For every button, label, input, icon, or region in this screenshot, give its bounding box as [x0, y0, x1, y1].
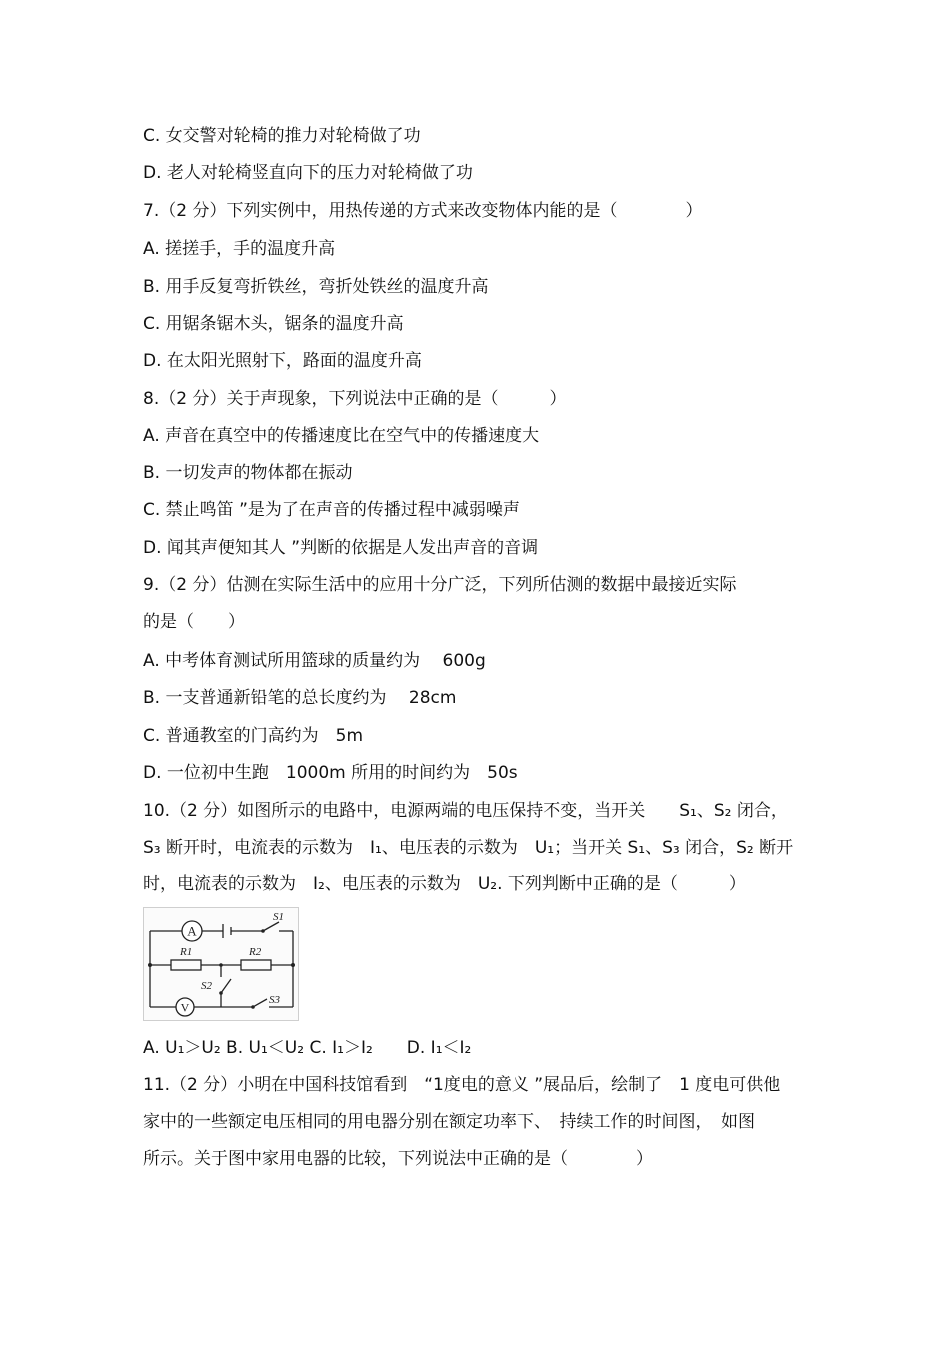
- question-10-line-1: 10.（2 分）如图所示的电路中，电源两端的电压保持不变，当开关 S₁、S₂ 闭合，: [143, 801, 788, 821]
- question-8: 8.（2 分）关于声现象，下列说法中正确的是（ ）: [143, 389, 567, 409]
- question-11-line-1: 11.（2 分）小明在中国科技馆看到 “1度电的意义 ”展品后，绘制了 1 度电可供他: [143, 1075, 781, 1095]
- circuit-diagram: [143, 907, 299, 1021]
- voltmeter-icon: [176, 998, 194, 1016]
- option-9b: B. 一支普通新铅笔的总长度约为 28cm: [143, 688, 457, 708]
- option-7a: A. 搓搓手，手的温度升高: [143, 239, 336, 259]
- question-7: 7.（2 分）下列实例中，用热传递的方式来改变物体内能的是（ ）: [143, 201, 703, 221]
- svg-text:A: A: [187, 923, 197, 939]
- option-6c: C. 女交警对轮椅的推力对轮椅做了功: [143, 126, 421, 146]
- question-9-line-1: 9.（2 分）估测在实际生活中的应用十分广泛，下列所估测的数据中最接近实际: [143, 575, 737, 595]
- option-9a: A. 中考体育测试所用篮球的质量约为 600g: [143, 651, 486, 671]
- resistor-r1-label: R1: [180, 946, 193, 958]
- option-9d: D. 一位初中生跑 1000m 所用的时间约为 50s: [143, 763, 518, 783]
- ammeter-icon: [182, 921, 202, 941]
- question-11-line-3: 所示。关于图中家用电器的比较，下列说法中正确的是（ ）: [143, 1149, 653, 1169]
- option-7c: C. 用锯条锯木头，锯条的温度升高: [143, 314, 404, 334]
- switch-s1-label: S1: [273, 911, 284, 923]
- option-7b: B. 用手反复弯折铁丝，弯折处铁丝的温度升高: [143, 277, 489, 297]
- option-8c: C. 禁止鸣笛 ”是为了在声音的传播过程中减弱噪声: [143, 500, 520, 520]
- question-9-line-2: 的是（ ）: [143, 612, 245, 632]
- option-7d: D. 在太阳光照射下，路面的温度升高: [143, 351, 422, 371]
- option-8a: A. 声音在真空中的传播速度比在空气中的传播速度大: [143, 426, 540, 446]
- option-8b: B. 一切发声的物体都在振动: [143, 463, 353, 483]
- svg-text:V: V: [180, 1000, 190, 1015]
- option-8d: D. 闻其声便知其人 ”判断的依据是人发出声音的音调: [143, 538, 539, 558]
- option-6d: D. 老人对轮椅竖直向下的压力对轮椅做了功: [143, 163, 473, 183]
- option-9c: C. 普通教室的门高约为 5m: [143, 726, 364, 746]
- resistor-r2-label: R2: [249, 946, 262, 958]
- question-10-line-2: S₃ 断开时，电流表的示数为 I₁、电压表的示数为 U₁；当开关 S₁、S₃ 闭合，S₂ 断开: [143, 838, 794, 858]
- options-10: A. U₁＞U₂ B. U₁＜U₂ C. I₁＞I₂ D. I₁＜I₂: [143, 1038, 472, 1058]
- switch-s2-label: S2: [201, 980, 212, 992]
- switch-s3-label: S3: [269, 994, 280, 1006]
- question-10-line-3: 时，电流表的示数为 I₂、电压表的示数为 U₂. 下列判断中正确的是（ ）: [143, 874, 746, 894]
- question-11-line-2: 家中的一些额定电压相同的用电器分别在额定功率下、 持续工作的时间图， 如图: [143, 1112, 755, 1132]
